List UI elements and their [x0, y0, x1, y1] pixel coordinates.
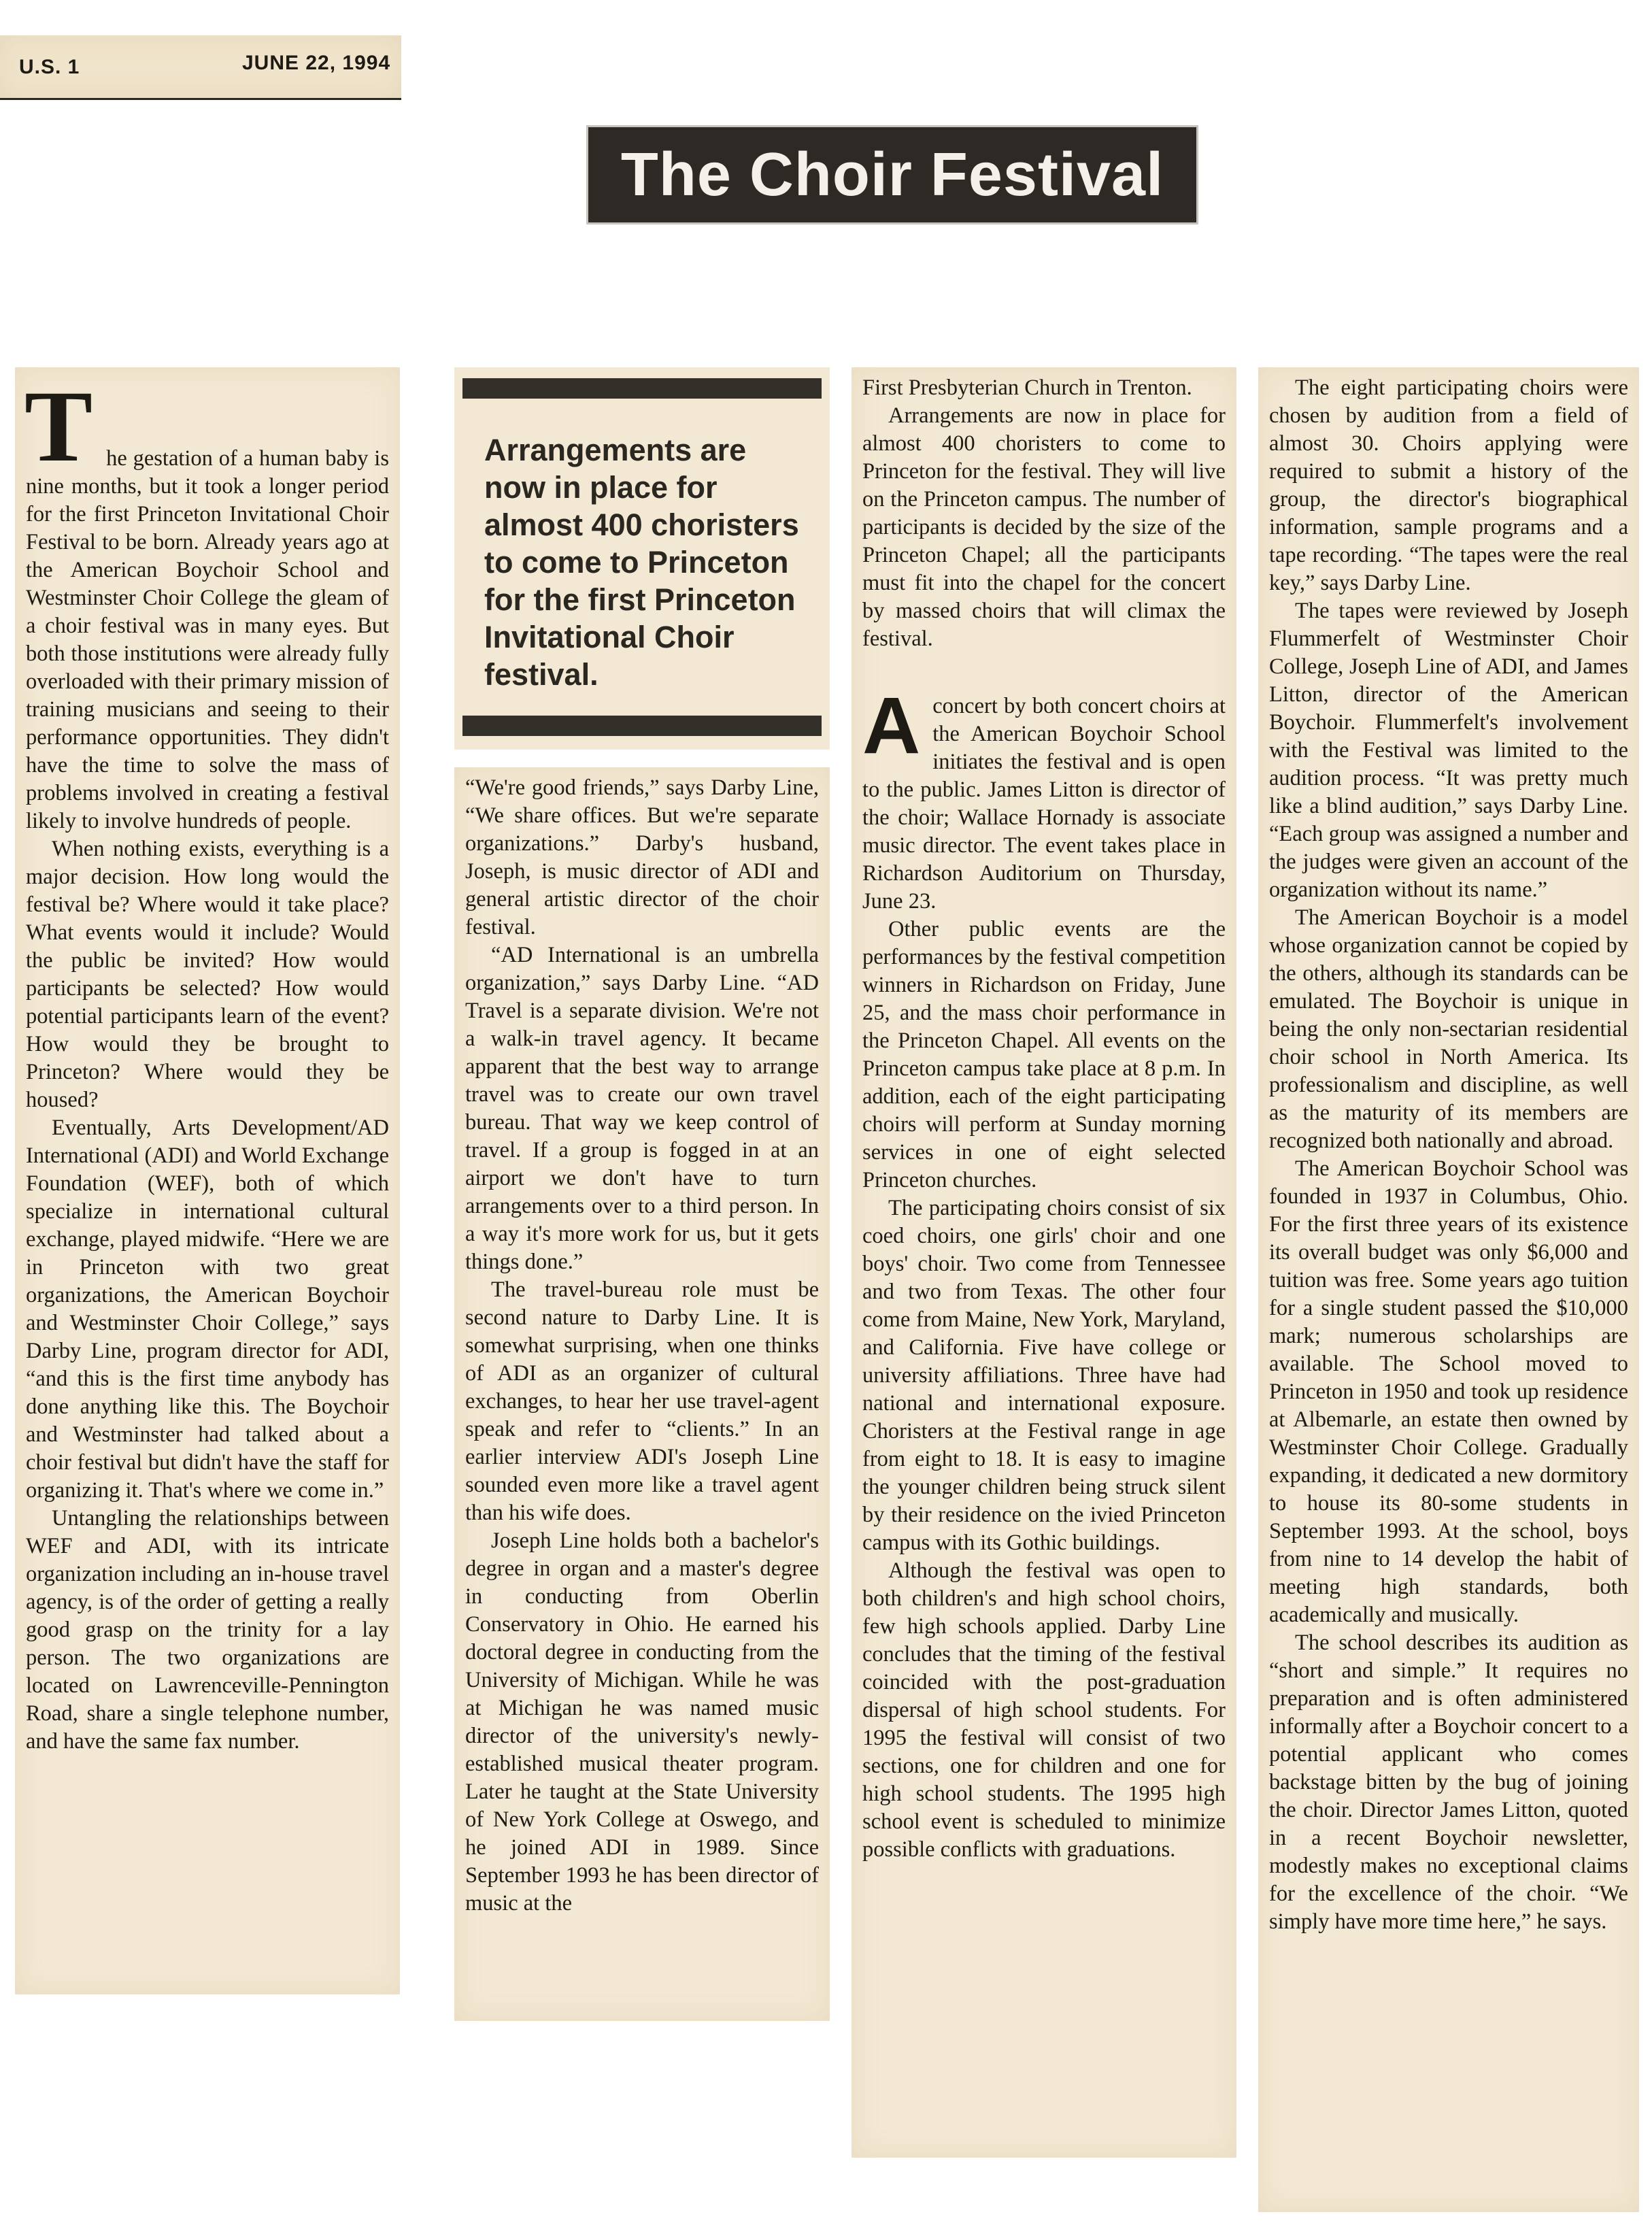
pull-quote: Arrangements are now in place for almost 400 choristers to come to Princeton for the first Princeton Invitational Choir festival. [484, 433, 799, 692]
paragraph: First Presbyterian Church in Trenton. [862, 375, 1192, 400]
paragraph: The eight participating choirs were chosen by audition from a field of almost 30. Choirs applying were required to submit a history of the group, the director's biographical information, sample programs and a tape recording. “The tapes were the real key,” says Darby Line. [1269, 375, 1628, 595]
article-column-2 [454, 767, 830, 2021]
paragraph: Although the festival was open to both children's and high school choirs, few high schools applied. Darby Line concludes that the timing of the festival coincided with the post-graduation dispersal of high school students. For 1995 the festival will consist of two sections, one for children and one for high school students. The 1995 high school event is scheduled to minimize possible conflicts with graduations. [862, 1558, 1226, 1862]
paragraph: The American Boychoir School was founded in 1937 in Columbus, Ohio. For the first three years of its existence its overall budget was only $6,000 and tuition was free. Some years ago tuition for a single student passed the $10,000 mark; numerous scholarships are available. The School moved to Princeton in 1950 and took up residence at Albemarle, an estate then owned by Westminster Choir College. Gradually expanding, it dedicated a new dormitory to house its 80-some students in September 1993. At the school, boys from nine to 14 develop the habit of meeting high standards, both academically and musically. [1269, 1156, 1628, 1627]
headline: The Choir Festival [620, 140, 1164, 209]
paragraph: Arrangements are now in place for almost 400 choristers to come to Princeton for the festival. They will live on the Princeton campus. The number of participants is decided by the size of the Princeton Chapel; all the participants must fit into the chapel for the concert by massed choirs that will climax the festival. [862, 403, 1226, 651]
paragraph: “AD International is an umbrella organization,” says Darby Line. “AD Travel is a separate division. We're not a walk-in travel agency. It became apparent that the best way to arrange travel was to create our own travel bureau. That way we keep control of travel. If a group is fogged in at an airport we don't have to turn arrangements over to a third person. In a way it's more work for us, but it gets things done.” [465, 943, 819, 1274]
drop-cap: A [862, 681, 921, 771]
pull-quote-rule-bottom [462, 716, 822, 736]
paragraph: Eventually, Arts Development/AD International (ADI) and World Exchange Foundation (WEF), both of which specialize in international cultural exchange, played midwife. “Here we are in Princeton with two great organizations, the American Boychoir and Westminster Choir College,” says Darby Line, program director for ADI, “and this is the first time anybody has done anything like this. The Boychoir and Westminster had talked about a choir festival but didn't have the staff for organizing it. That's where we come in.” [26, 1116, 389, 1503]
page-header [0, 35, 401, 100]
paragraph: concert by both concert choirs at the American Boychoir School initiates the festival and is open to the public. James Litton is director of the choir; Wallace Hornady is associate music director. The event takes place in Richardson Auditorium on Thursday, June 23. [862, 694, 1226, 914]
pull-quote-rule-top [462, 378, 822, 399]
paragraph: The school describes its audition as “short and simple.” It requires no preparation and is often administered informally after a Boychoir concert to a potential applicant who comes backstage bitten by the bug of joining the choir. Director James Litton, quoted in a recent Boychoir newsletter, modestly makes no exceptional claims for the excellence of the choir. “We simply have more time here,” he says. [1269, 1630, 1628, 1934]
article-column-3 [852, 367, 1236, 2158]
publication-date: JUNE 22, 1994 [242, 52, 391, 74]
paragraph: Other public events are the performances by the festival competition winners in Richardson on Friday, June 25, and the mass choir performance in the Princeton Chapel. All events on the Princeton campus take place at 8 p.m. In addition, each of the eight participating choirs will perform at Sunday morning services in one of eight selected Princeton churches. [862, 917, 1226, 1192]
paragraph: “We're good friends,” says Darby Line, “We share offices. But we're separate organizations.” Darby's husband, Joseph, is music director of ADI and general artistic director of the choir festival. [465, 775, 819, 939]
paragraph: The participating choirs consist of six coed choirs, one girls' choir and one boys' choir. Two come from Tennessee and two from Texas. The other four come from Maine, New York, Maryland, and California. Five have college or university affiliations. Three have had national and international exposure. Choristers at the Festival range in age from eight to 18. It is easy to imagine the younger children being struck silent by their residence on the ivied Princeton campus with its Gothic buildings. [862, 1196, 1226, 1555]
headline-box [586, 125, 1198, 224]
paragraph: When nothing exists, everything is a major decision. How long would the festival be? Where would it take place? What events would it include? Would the public be invited? How would participants be selected? How would potential participants learn of the event? How would they be brought to Princeton? Where would they be housed? [26, 837, 389, 1112]
paragraph: Joseph Line holds both a bachelor's degree in organ and a master's degree in conducting from Oberlin Conservatory in Ohio. He earned his doctoral degree in conducting from the University of Michigan. While he was at Michigan he was named music director of the university's newly-established musical theater program. Later he taught at the State University of New York College at Oswego, and he joined ADI in 1989. Since September 1993 he has been director of music at the [465, 1528, 819, 1915]
paragraph: The travel-bureau role must be second nature to Darby Line. It is somewhat surprising, when one thinks of ADI as an organizer of cultural exchanges, to hear her use travel-agent speak and refer to “clients.” In an earlier interview ADI's Joseph Line sounded even more like a travel agent than his wife does. [465, 1277, 819, 1525]
paragraph: Untangling the relationships between WEF and ADI, with its intricate organization including an in-house travel agency, is of the order of getting a really good grasp on the trinity for a lay person. The two organizations are located on Lawrenceville-Pennington Road, share a single telephone number, and have the same fax number. [26, 1506, 389, 1754]
paragraph: he gestation of a human baby is nine months, but it took a longer period for the first Princeton Invitational Choir Festival to be born. Already years ago at the American Boychoir School and Westminster Choir College the gleam of a choir festival was in many eyes. But both those institutions were already fully overloaded with their primary mission of training musicians and seeing to their performance opportunities. They didn't have the time to solve the mass of problems involved in creating a festival likely to involve hundreds of people. [26, 446, 389, 833]
pull-quote-box [454, 367, 830, 750]
section-label: U.S. 1 [19, 56, 80, 78]
article-column-1 [15, 367, 400, 1994]
article-column-4 [1258, 367, 1639, 2212]
drop-cap: T [24, 370, 93, 483]
paragraph: The tapes were reviewed by Joseph Flummerfelt of Westminster Choir College, Joseph Line of ADI, and James Litton, director of the American Boychoir. Flummerfelt's involvement with the Festival was limited to the audition process. “It was pretty much like a blind audition,” says Darby Line. “Each group was assigned a number and the judges were given an account of the organization without its name.” [1269, 599, 1628, 902]
paragraph: The American Boychoir is a model whose organization cannot be copied by the others, although its standards can be emulated. The Boychoir is unique in being the only non-sectarian residential choir school in North America. Its professionalism and discipline, as well as the maturity of its members are recognized both nationally and abroad. [1269, 905, 1628, 1153]
